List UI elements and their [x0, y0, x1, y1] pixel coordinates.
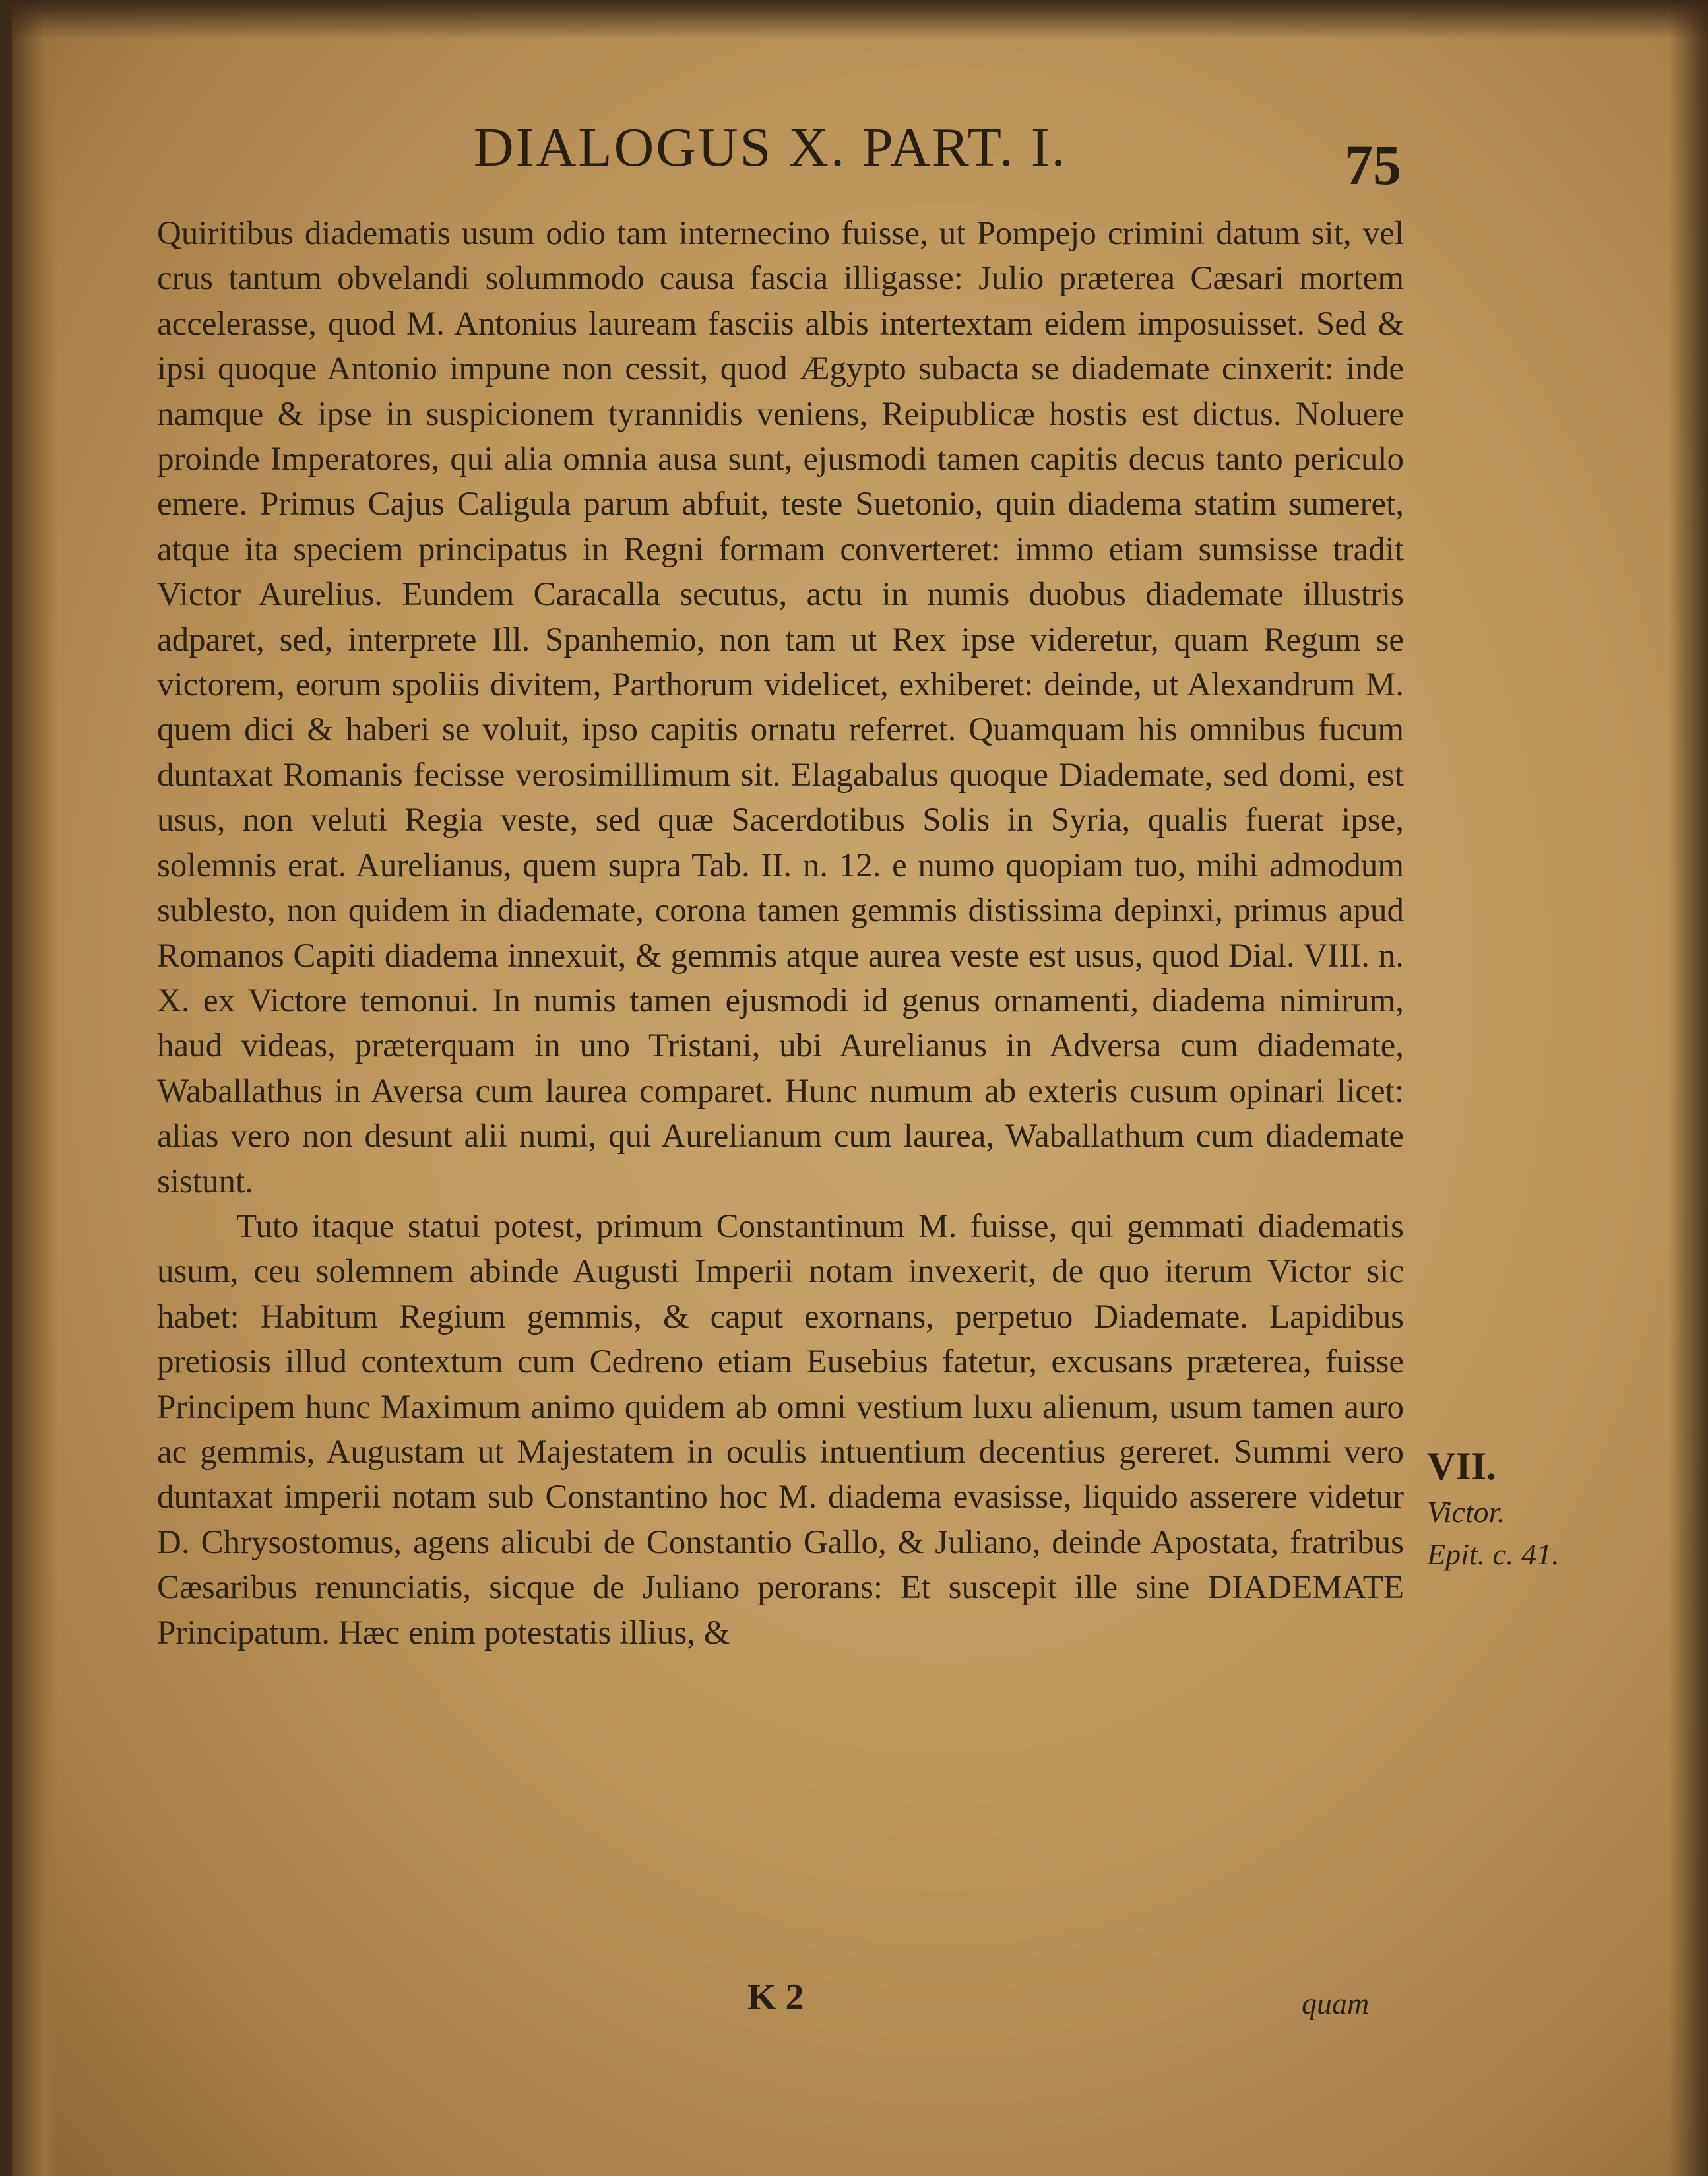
page-edge-shadow: [1668, 0, 1708, 2176]
margin-reference: Victor.: [1427, 1495, 1505, 1529]
page-gutter-shadow: [12, 0, 58, 2176]
page-number: 75: [1344, 133, 1401, 197]
main-text: [157, 211, 1404, 1655]
running-title: DIALOGUS X. PART. I.: [474, 117, 1067, 178]
margin-reference: Epit. c. 41.: [1427, 1537, 1560, 1571]
paragraph-2: Tuto itaque statui potest, primum Constantinum M. fuisse, qui gemmati diadematis usum, ceu solemnem abinde Augusti Imperii notam invexerit, de quo iterum Victor sic habet: Habitum Regium gemmis, & caput exornans, perpetuo Diademate. Lapidibus pretiosis illud contextum cum Cedreno etiam Eusebius fatetur, excusans præterea, fuisse Principem hunc Maximum animo quidem ab omni vestium luxu alienum, usum tamen auro ac gemmis, Augustam ut Majestatem in oculis intuentium decentius gereret. Summi vero duntaxat imperii notam sub Constantino hoc M. diadema evasisse, liquido asserere videtur D. Chrysostomus, agens alicubi de Constantio Gallo, & Juliano, deinde Apostata, fratribus Cæsaribus renunciatis, sicque de Juliano perorans: Et suscepit ille sine DIADEMATE Principatum. Hæc enim potestatis illius, &: [157, 1207, 1404, 1651]
catchword: quam: [1302, 1987, 1370, 2020]
book-page: [12, 0, 1708, 2176]
signature-mark: K 2: [747, 1977, 804, 2018]
section-numeral: VII.: [1427, 1444, 1497, 1488]
paragraph-1: Quiritibus diadematis usum odio tam internecino fuisse, ut Pompejo crimini datum sit, vel crus tantum obvelandi solummodo causa fascia illigasse: Julio præterea Cæsari mortem accelerasse, quod M. Antonius lauream fasciis albis intertextam eidem imposuisset. Sed & ipsi quoque Antonio impune non cessit, quod Ægypto subacta se diademate cinxerit: inde namque & ipse in suspicionem tyrannidis veniens, Reipublicæ hostis est dictus. Noluere proinde Imperatores, qui alia omnia ausa sunt, ejusmodi tamen capitis decus tanto periculo emere. Primus Cajus Caligula parum abfuit, teste Suetonio, quin diadema statim sumeret, atque ita speciem principatus in Regni formam converteret: immo etiam sumsisse tradit Victor Aurelius. Eundem Caracalla secutus, actu in numis duobus diademate illustris adparet, sed, interprete Ill. Spanhemio, non tam ut Rex ipse videretur, quam Regum se victorem, eorum spoliis divitem, Parthorum videlicet, exhiberet: deinde, ut Alexandrum M. quem dici & haberi se voluit, ipso capitis ornatu referret. Quamquam his omnibus fucum duntaxat Romanis fecisse verosimillimum sit. Elagabalus quoque Diademate, sed domi, est usus, non veluti Regia veste, sed quæ Sacerdotibus Solis in Syria, qualis fuerat ipse, solemnis erat. Aurelianus, quem supra Tab. II. n. 12. e numo quopiam tuo, mihi admodum sublesto, non quidem in diademate, corona tamen gemmis distissima depinxi, primus apud Romanos Capiti diadema innexuit, & gemmis atque aurea veste est usus, quod Dial. VIII. n. X. ex Victore temonui. In numis tamen ejusmodi id genus ornamenti, diadema nimirum, haud videas, præterquam in uno Tristani, ubi Aurelianus in Adversa cum diademate, Waballathus in Aversa cum laurea comparet. Hunc numum ab exteris cusum opinari licet: alias vero non desunt alii numi, qui Aurelianum cum laurea, Waballathum cum diademate sistunt.: [157, 215, 1404, 1200]
margin-notes: [1427, 1442, 1678, 1576]
page-top-shadow: [12, 0, 1708, 40]
